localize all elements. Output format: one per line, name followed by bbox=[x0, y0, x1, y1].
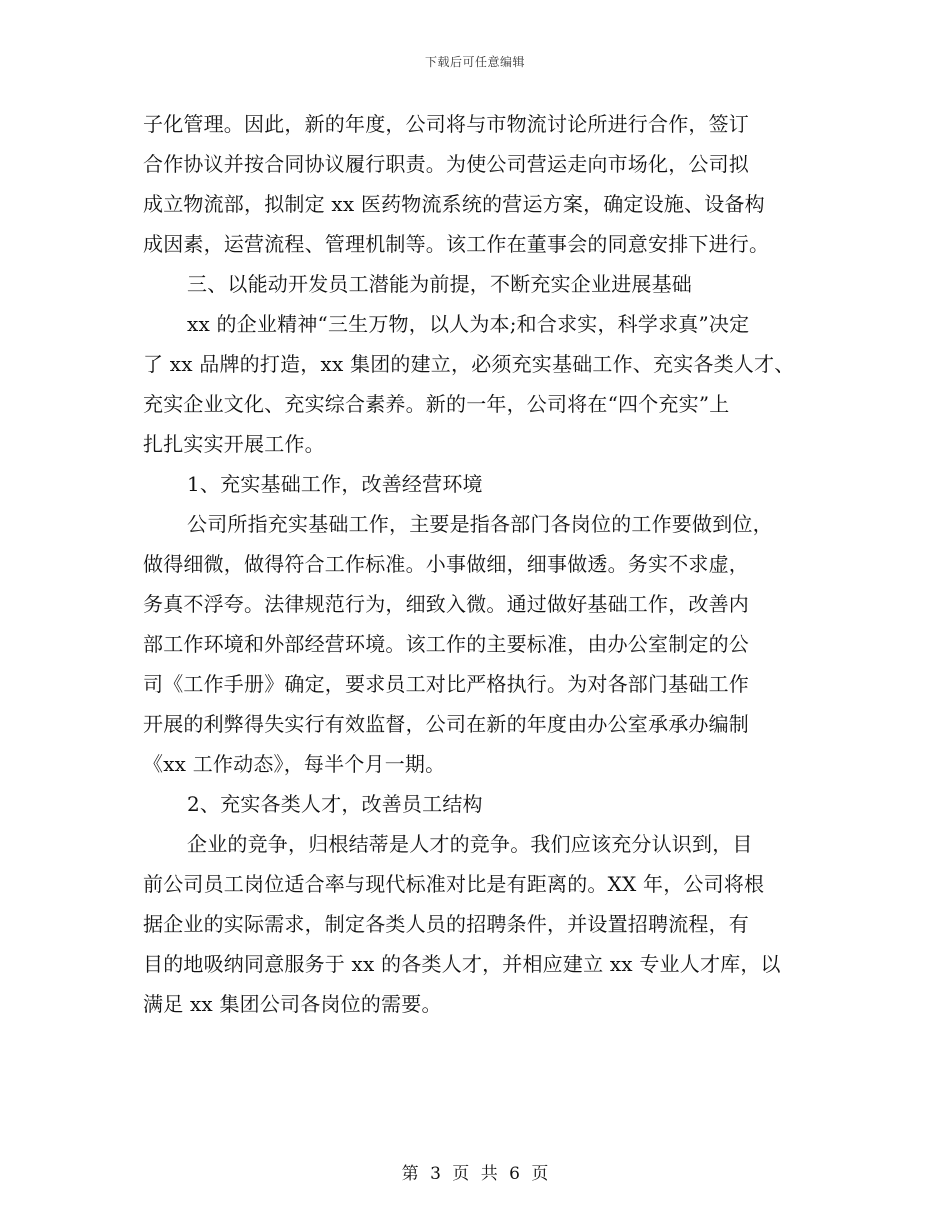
section-heading: 三、以能动开发员工潜能为前提，不断充实企业进展基础 bbox=[187, 272, 692, 296]
text-line: 务真不浮夸。法律规范行为，细致入微。通过做好基础工作，改善内 bbox=[143, 592, 749, 616]
text-line: 据企业的实际需求，制定各类人员的招聘条件，并设置招聘流程，有 bbox=[143, 912, 749, 936]
text-line: 部工作环境和外部经营环境。该工作的主要标准，由办公室制定的公 bbox=[143, 632, 749, 656]
text-line: 充实企业文化、充实综合素养。新的一年，公司将在“四个充实”上 bbox=[143, 392, 730, 416]
text-line: 目的地吸纳同意服务于 xx 的各类人才，并相应建立 xx 专业人才库，以 bbox=[143, 952, 781, 976]
text-line: 子化管理。因此，新的年度，公司将与市物流讨论所进行合作，签订 bbox=[143, 112, 749, 136]
subsection-heading: 1、充实基础工作，改善经营环境 bbox=[187, 472, 483, 496]
text-line: 成立物流部，拟制定 xx 医药物流系统的营运方案，确定设施、设备构 bbox=[143, 192, 765, 216]
text-line: 司《工作手册》确定，要求员工对比严格执行。为对各部门基础工作 bbox=[143, 672, 749, 696]
text-line: 做得细微，做得符合工作标准。小事做细，细事做透。务实不求虚， bbox=[143, 552, 749, 576]
text-line: 了 xx 品牌的打造，xx 集团的建立，必须充实基础工作、充实各类人才、 bbox=[143, 352, 795, 376]
text-line: xx 的企业精神“三生万物，以人为本;和合求实，科学求真”决定 bbox=[187, 312, 750, 336]
text-line: 《xx 工作动态》，每半个月一期。 bbox=[143, 752, 446, 776]
page-footer: 第 3 页 共 6 页 bbox=[401, 1164, 549, 1184]
document-body bbox=[143, 104, 843, 1024]
text-line: 扎扎实实开展工作。 bbox=[143, 432, 325, 456]
text-line: 公司所指充实基础工作，主要是指各部门各岗位的工作要做到位， bbox=[187, 512, 773, 536]
text-line: 成因素，运营流程、管理机制等。该工作在董事会的同意安排下进行。 bbox=[143, 232, 770, 256]
text-line: 合作协议并按合同协议履行职责。为使公司营运走向市场化，公司拟 bbox=[143, 152, 749, 176]
page-header: 下载后可任意编辑 bbox=[424, 55, 525, 69]
subsection-heading: 2、充实各类人才，改善员工结构 bbox=[187, 792, 483, 816]
text-line: 开展的利弊得失实行有效监督，公司在新的年度由办公室承承办编制 bbox=[143, 712, 749, 736]
text-line: 满足 xx 集团公司各岗位的需要。 bbox=[143, 992, 442, 1016]
text-line: 前公司员工岗位适合率与现代标准对比是有距离的。XX 年，公司将根 bbox=[143, 872, 765, 896]
text-line: 企业的竞争，归根结蒂是人才的竞争。我们应该充分认识到，目 bbox=[187, 832, 753, 856]
